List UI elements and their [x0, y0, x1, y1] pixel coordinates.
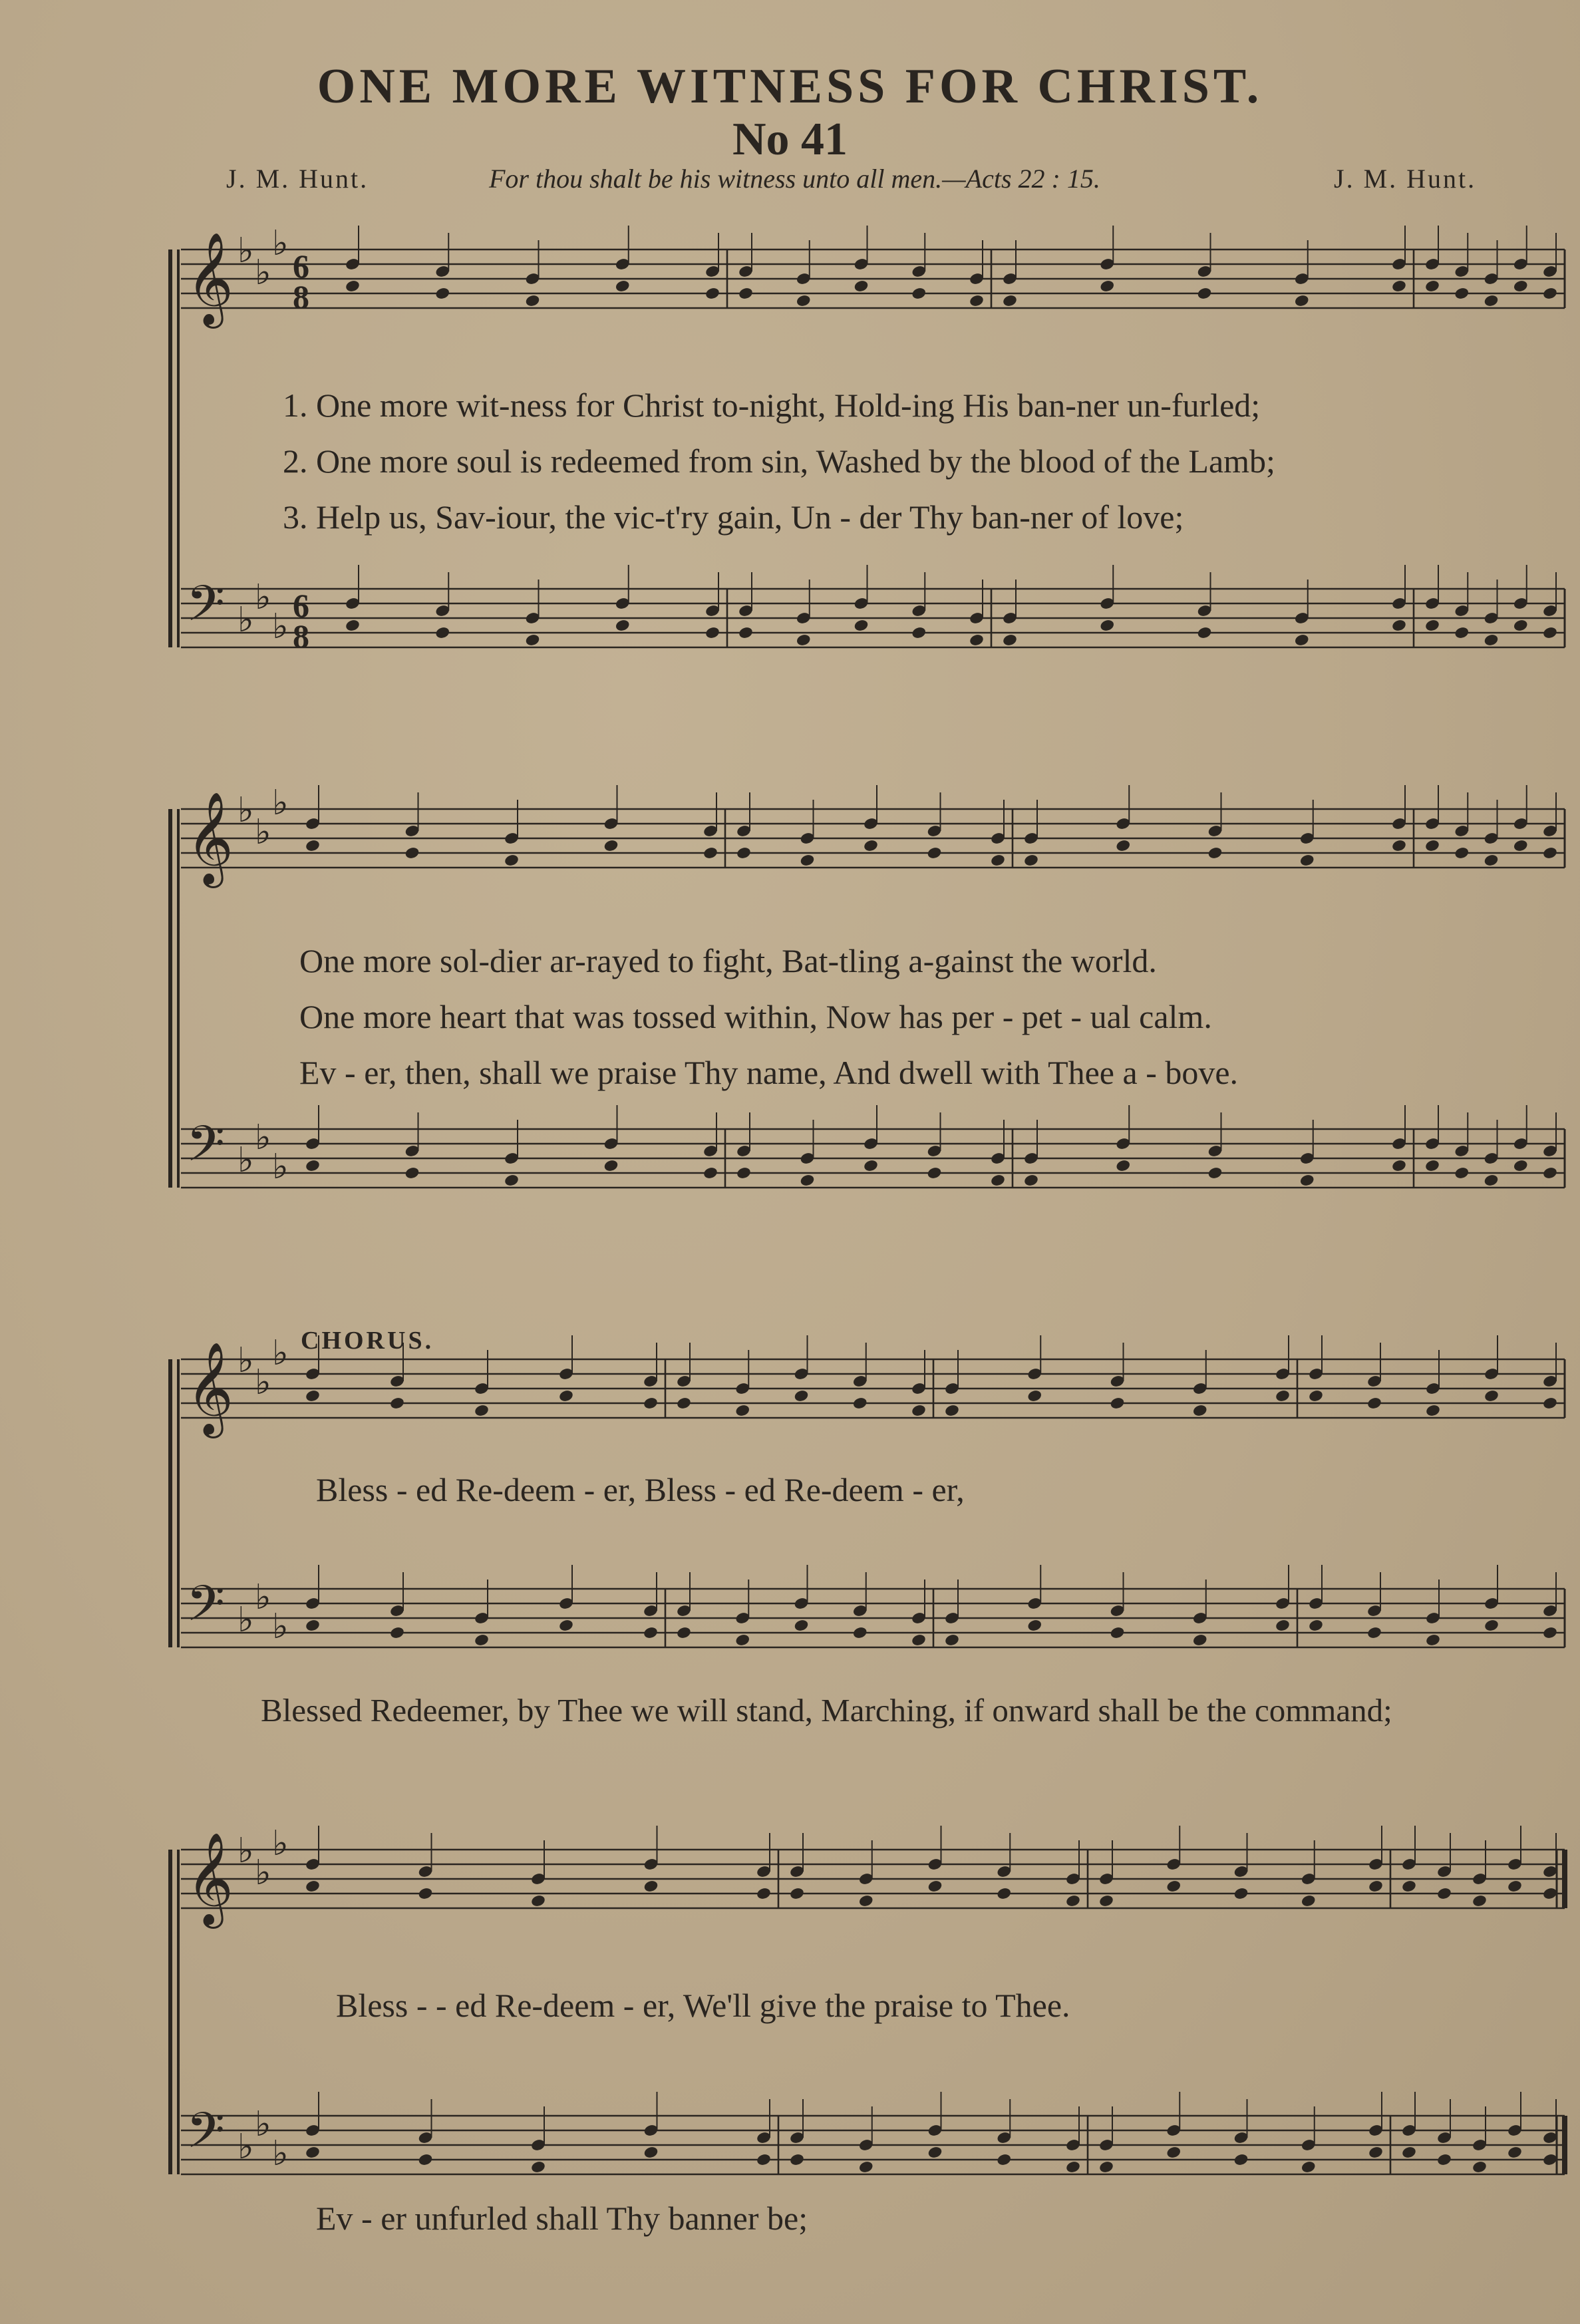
note-head [525, 633, 541, 647]
note-head [1454, 626, 1470, 640]
note-head [1098, 2160, 1114, 2174]
note-head [794, 1389, 810, 1403]
note-head [756, 2153, 772, 2167]
note-head [434, 287, 450, 301]
note-head [305, 839, 321, 853]
time-signature-bottom: 8 [293, 278, 309, 315]
note-head [734, 1404, 750, 1418]
flat-icon: ♭ [237, 1831, 254, 1871]
note-head [944, 1633, 960, 1647]
note-head [1366, 1397, 1382, 1411]
note-head [345, 619, 361, 633]
note-head [1513, 619, 1529, 633]
flat-icon: ♭ [255, 253, 271, 293]
note-head [734, 1633, 750, 1647]
note-head [1391, 619, 1407, 633]
hymn-number: No 41 [732, 114, 848, 165]
note-head [1308, 1619, 1324, 1633]
note-head [858, 2160, 874, 2174]
note-head [794, 1619, 810, 1633]
note-head [736, 1166, 752, 1180]
flat-icon: ♭ [272, 783, 289, 823]
flat-icon: ♭ [272, 1147, 289, 1187]
flat-icon: ♭ [255, 1363, 271, 1403]
chorus-label: CHORUS. [301, 1327, 434, 1355]
note-head [1299, 1174, 1315, 1188]
note-head [1115, 1159, 1131, 1173]
note-head [854, 619, 869, 633]
note-head [738, 626, 754, 640]
note-head [525, 294, 541, 308]
note-head [1542, 846, 1558, 860]
note-head [1542, 626, 1558, 640]
note-head [504, 1174, 520, 1188]
chorus-line-1-bass: Blessed Redeemer, by Thee we will stand, Marching, if onward shall be the command; [261, 1692, 1392, 1729]
note-head [643, 1626, 659, 1640]
note-head [1294, 633, 1310, 647]
note-head [927, 1880, 943, 1894]
note-head [1275, 1389, 1291, 1403]
note-head [305, 1619, 321, 1633]
note-head [1023, 854, 1039, 868]
note-head [603, 839, 619, 853]
note-head [1368, 1880, 1384, 1894]
note-head [990, 854, 1006, 868]
note-head [1002, 633, 1018, 647]
note-head [530, 2160, 546, 2174]
note-head [1542, 1626, 1558, 1640]
flat-icon: ♭ [255, 1577, 271, 1617]
note-head [643, 1880, 659, 1894]
note-head [944, 1404, 960, 1418]
note-head [736, 846, 752, 860]
note-head [911, 1633, 927, 1647]
note-head [969, 294, 985, 308]
treble-clef-icon: 𝄞 [186, 1342, 234, 1434]
note-head [1166, 1880, 1182, 1894]
note-head [1436, 1887, 1452, 1901]
note-head [789, 2153, 805, 2167]
chorus-line-1-treble: Bless - ed Re-deem - er, Bless - ed Re-deem - er, [316, 1471, 965, 1508]
note-head [1197, 626, 1213, 640]
note-head [404, 1166, 420, 1180]
verse-2-line-2: One more heart that was tossed within, Now has per - pet - ual calm. [299, 998, 1212, 1035]
note-head [1507, 2146, 1523, 2160]
note-head [927, 1166, 943, 1180]
note-head [305, 1389, 321, 1403]
note-head [1110, 1626, 1126, 1640]
note-head [1484, 1174, 1500, 1188]
note-head [404, 846, 420, 860]
note-head [504, 854, 520, 868]
flat-icon: ♭ [272, 1824, 289, 1864]
note-head [1484, 1389, 1500, 1403]
note-head [705, 287, 720, 301]
note-head [1454, 846, 1470, 860]
note-head [1308, 1389, 1324, 1403]
note-head [1401, 1880, 1417, 1894]
note-head [1002, 294, 1018, 308]
note-head [305, 1159, 321, 1173]
note-head [1301, 1894, 1317, 1908]
note-head [1425, 1633, 1441, 1647]
note-head [863, 1159, 879, 1173]
note-head [1391, 839, 1407, 853]
note-head [1115, 839, 1131, 853]
note-head [1436, 2153, 1452, 2167]
note-head [389, 1397, 405, 1411]
note-head [1368, 2146, 1384, 2160]
note-head [911, 1404, 927, 1418]
flat-icon: ♭ [237, 2127, 254, 2167]
treble-clef-icon: 𝄞 [186, 792, 234, 884]
note-head [756, 1887, 772, 1901]
note-head [1484, 854, 1500, 868]
note-head [996, 2153, 1012, 2167]
note-head [1454, 287, 1470, 301]
note-head [434, 626, 450, 640]
note-head [703, 846, 718, 860]
bass-clef-icon: 𝄢 [186, 1575, 225, 1645]
note-head [1233, 1887, 1249, 1901]
note-head [1391, 1159, 1407, 1173]
note-head [1507, 1880, 1523, 1894]
note-head [530, 1894, 546, 1908]
note-head [1099, 619, 1115, 633]
note-head [1425, 1404, 1441, 1418]
note-head [1275, 1619, 1291, 1633]
verse-1-line-1: 1. One more wit-ness for Christ to-night, Hold-ing His ban-ner un-furled; [283, 387, 1261, 424]
note-head [911, 287, 927, 301]
note-head [1065, 2160, 1081, 2174]
note-head [852, 1397, 868, 1411]
note-head [1233, 2153, 1249, 2167]
note-head [558, 1619, 574, 1633]
note-head [1472, 1894, 1488, 1908]
note-head [1027, 1389, 1042, 1403]
hymn-title: ONE MORE WITNESS FOR CHRIST. [317, 59, 1263, 114]
note-head [1065, 1894, 1081, 1908]
note-head [389, 1626, 405, 1640]
note-head [615, 279, 631, 293]
flat-icon: ♭ [237, 1140, 254, 1180]
note-head [558, 1389, 574, 1403]
verse-3-line-2: Ev - er, then, shall we praise Thy name, And dwell with Thee a - bove. [299, 1054, 1239, 1091]
note-head [1110, 1397, 1126, 1411]
note-head [1542, 2153, 1558, 2167]
note-head [852, 1626, 868, 1640]
flat-icon: ♭ [237, 790, 254, 830]
note-head [800, 854, 816, 868]
flat-icon: ♭ [272, 1333, 289, 1373]
flat-icon: ♭ [237, 231, 254, 271]
note-head [418, 1887, 434, 1901]
note-head [1197, 287, 1213, 301]
flat-icon: ♭ [272, 2134, 289, 2174]
note-head [854, 279, 869, 293]
note-head [1484, 633, 1500, 647]
time-signature-top: 6 [293, 587, 309, 624]
note-head [1542, 1166, 1558, 1180]
note-head [1299, 854, 1315, 868]
note-head [1099, 279, 1115, 293]
note-head [1424, 839, 1440, 853]
note-head [1484, 1619, 1500, 1633]
note-head [676, 1626, 692, 1640]
time-signature-top: 6 [293, 248, 309, 285]
flat-icon: ♭ [237, 1341, 254, 1381]
note-head [474, 1633, 490, 1647]
note-head [705, 626, 720, 640]
note-head [1207, 846, 1223, 860]
note-head [474, 1404, 490, 1418]
note-head [1454, 1166, 1470, 1180]
flat-icon: ♭ [272, 607, 289, 647]
time-signature-bottom: 8 [293, 617, 309, 655]
note-head [927, 846, 943, 860]
note-head [703, 1166, 718, 1180]
note-head [911, 626, 927, 640]
note-head [1166, 2146, 1182, 2160]
flat-icon: ♭ [272, 1607, 289, 1647]
note-head [1391, 279, 1407, 293]
bass-clef-icon: 𝄢 [186, 1115, 225, 1185]
chorus-line-2-treble: Bless - - ed Re-deem - er, We'll give the praise to Thee. [336, 1987, 1070, 2024]
note-head [1401, 2146, 1417, 2160]
note-head [789, 1887, 805, 1901]
note-head [796, 294, 812, 308]
note-head [927, 2146, 943, 2160]
note-head [1424, 279, 1440, 293]
note-head [1424, 1159, 1440, 1173]
note-head [418, 2153, 434, 2167]
bass-clef-icon: 𝄢 [186, 575, 225, 645]
verse-3-line-1: 3. Help us, Sav-iour, the vic-t'ry gain, Un - der Thy ban-ner of love; [283, 498, 1184, 536]
note-head [858, 1894, 874, 1908]
note-head [1027, 1619, 1042, 1633]
verse-2-line-1: 2. One more soul is redeemed from sin, Washed by the blood of the Lamb; [283, 442, 1275, 480]
scripture-reference: For thou shalt be his witness unto all men.—Acts 22 : 15. [489, 164, 1100, 194]
flat-icon: ♭ [272, 224, 289, 263]
note-head [603, 1159, 619, 1173]
flat-icon: ♭ [255, 1853, 271, 1893]
flat-icon: ♭ [237, 1600, 254, 1640]
flat-icon: ♭ [255, 2104, 271, 2144]
flat-icon: ♭ [255, 578, 271, 617]
note-head [996, 1887, 1012, 1901]
note-head [1484, 294, 1500, 308]
note-head [305, 2146, 321, 2160]
flat-icon: ♭ [255, 812, 271, 852]
note-head [969, 633, 985, 647]
note-head [796, 633, 812, 647]
composer-left: J. M. Hunt. [226, 164, 369, 194]
note-head [1424, 619, 1440, 633]
note-head [1098, 1894, 1114, 1908]
note-head [1513, 279, 1529, 293]
flat-icon: ♭ [237, 600, 254, 640]
note-head [1023, 1174, 1039, 1188]
note-head [1192, 1633, 1208, 1647]
treble-clef-icon: 𝄞 [186, 1832, 234, 1925]
note-head [676, 1397, 692, 1411]
note-head [1472, 2160, 1488, 2174]
note-head [1542, 1397, 1558, 1411]
note-head [800, 1174, 816, 1188]
note-head [345, 279, 361, 293]
composer-right: J. M. Hunt. [1334, 164, 1477, 194]
bass-clef-icon: 𝄢 [186, 2102, 225, 2172]
note-head [1513, 839, 1529, 853]
note-head [1207, 1166, 1223, 1180]
note-head [1542, 287, 1558, 301]
note-head [738, 287, 754, 301]
flat-icon: ♭ [255, 1118, 271, 1158]
note-head [1542, 1887, 1558, 1901]
verse-1-line-2: One more sol-dier ar-rayed to fight, Bat-tling a-gainst the world. [299, 942, 1157, 979]
note-head [1513, 1159, 1529, 1173]
note-head [1301, 2160, 1317, 2174]
note-head [1192, 1404, 1208, 1418]
note-head [863, 839, 879, 853]
note-head [305, 1880, 321, 1894]
note-head [643, 1397, 659, 1411]
note-head [643, 2146, 659, 2160]
note-head [615, 619, 631, 633]
note-head [990, 1174, 1006, 1188]
note-head [1294, 294, 1310, 308]
chorus-line-2-bass: Ev - er unfurled shall Thy banner be; [316, 2200, 808, 2237]
treble-clef-icon: 𝄞 [186, 232, 234, 325]
note-head [1366, 1626, 1382, 1640]
